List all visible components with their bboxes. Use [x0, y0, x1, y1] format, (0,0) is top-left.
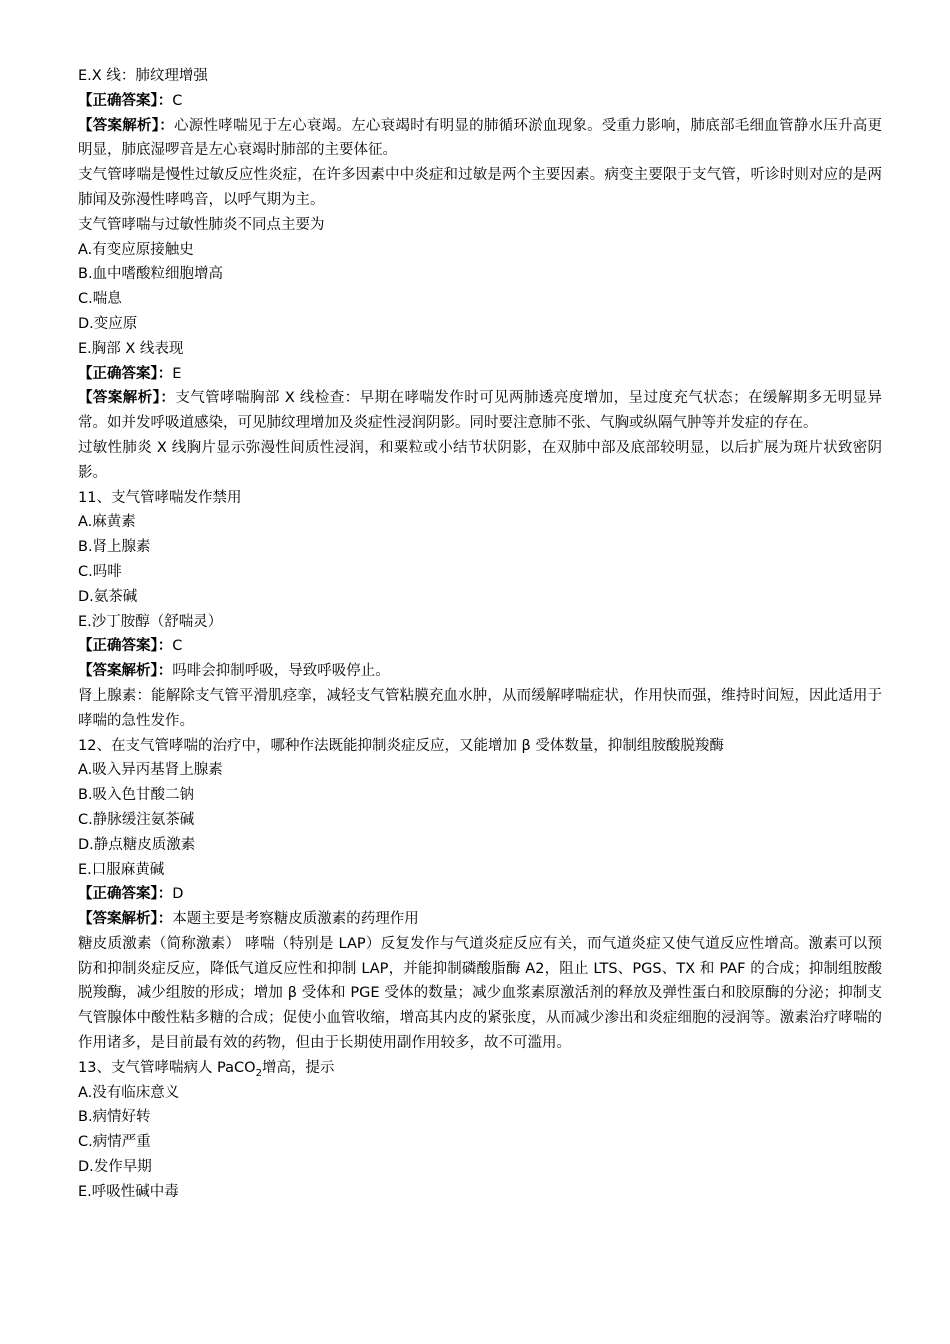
explanation-paragraph: 肾上腺素：能解除支气管平滑肌痉挛，减轻支气管粘膜充血水肿，从而缓解哮喘症状，作用快而强，维持时间短，因此适用于哮喘的急性发作。	[78, 687, 882, 729]
analysis-label: 【答案解析】：	[78, 390, 176, 407]
answer-option: E.口服麻黄碱	[78, 861, 165, 878]
answer-option: D.静点糖皮质激素	[78, 836, 196, 853]
analysis-text: 本题主要是考察糖皮质激素的药理作用	[172, 911, 419, 928]
answer-option: B.吸入色甘酸二钠	[78, 787, 195, 804]
answer-option: A.麻黄素	[78, 514, 136, 531]
answer-option: A.没有临床意义	[78, 1084, 180, 1101]
answer-option: C.吗啡	[78, 563, 122, 580]
answer-option: D.变应原	[78, 315, 138, 332]
question-text-before: 13、支气管哮喘病人 PaCO	[78, 1059, 256, 1076]
explanation-paragraph: 过敏性肺炎 X 线胸片显示弥漫性间质性浸润，和粟粒或小结节状阴影，在双肺中部及底部较明显，以后扩展为斑片状致密阴影。	[78, 439, 882, 481]
analysis-label: 【答案解析】：	[78, 911, 173, 928]
answer-option: C.喘息	[78, 291, 122, 308]
answer-option: D.氨茶碱	[78, 588, 138, 605]
analysis-text: 支气管哮喘胸部 X 线检查：早期在哮喘发作时可见两肺透亮度增加，呈过度充气状态；在缓解期多无明显异常。如并发呼吸道感染，可见肺纹理增加及炎症性浸润阴影。同时要注意肺不张、气胸或纵隔气肿等并发症的存在。	[78, 390, 882, 432]
correct-answer-value: C	[172, 92, 183, 109]
question-stem: 12、在支气管哮喘的治疗中，哪种作法既能抑制炎症反应，又能增加 β 受体数量，抑制组胺酸脱羧酶	[78, 737, 724, 754]
answer-option: E.胸部 X 线表现	[78, 340, 184, 357]
answer-option: E.X 线：肺纹理增强	[78, 68, 208, 84]
answer-option: C.静脉缓注氨茶碱	[78, 811, 195, 828]
correct-answer-label: 【正确答案】：	[78, 365, 173, 382]
answer-analysis-paragraph	[78, 386, 882, 436]
answer-option: D.发作早期	[78, 1159, 152, 1176]
correct-answer-label: 【正确答案】：	[78, 638, 173, 655]
correct-answer-line	[78, 634, 882, 659]
answer-option: A.有变应原接触史	[78, 241, 194, 258]
correct-answer-label: 【正确答案】：	[78, 886, 173, 903]
correct-answer-value: E	[172, 365, 182, 382]
answer-analysis-paragraph	[78, 114, 882, 164]
answer-option: E.沙丁胺醇（舒喘灵）	[78, 613, 223, 630]
question-text-after: 增高，提示	[261, 1059, 335, 1076]
correct-answer-value: C	[172, 638, 183, 655]
answer-option: B.血中嗜酸粒细胞增高	[78, 266, 224, 283]
correct-answer-label: 【正确答案】：	[78, 92, 173, 109]
analysis-label: 【答案解析】：	[78, 117, 175, 134]
answer-option: B.病情好转	[78, 1109, 151, 1126]
subscript-text: 2	[255, 1067, 262, 1079]
analysis-label: 【答案解析】：	[78, 663, 173, 680]
answer-option: E.呼吸性碱中毒	[78, 1183, 179, 1200]
explanation-paragraph: 糖皮质激素（简称激素） 哮喘（特别是 LAP）反复发作与气道炎症反应有关，而气道炎症又使气道反应性增高。激素可以预防和抑制炎症反应，降低气道反应性和抑制 LAP，并能抑制磷酸脂酶 A2，阻止 LTS、PGS、TX 和 PAF 的合成；抑制组胺酸脱羧酶，减少组胺的形成；增加 β 受体和 PGE 受体的数量；减少血浆素原激活剂的释放及弹性蛋白和胶原酶的分泌；抑制支气管腺体中酸性粘多糖的合成；促使小血管收缩，增高其内皮的紧张度，从而减少渗出和炎症细胞的浸润等。激素治疗哮喘的作用诸多，是目前最有效的药物，但由于长期使用副作用较多，故不可滥用。	[78, 935, 882, 1052]
answer-analysis-paragraph	[78, 659, 882, 684]
question-stem: 11、支气管哮喘发作禁用	[78, 489, 242, 506]
explanation-paragraph: 支气管哮喘是慢性过敏反应性炎症，在许多因素中中炎症和过敏是两个主要因素。病变主要限于支气管，听诊时则对应的是两肺闻及弥漫性哮鸣音，以呼气期为主。	[78, 167, 882, 208]
answer-option: C.病情严重	[78, 1134, 151, 1151]
answer-analysis-paragraph	[78, 907, 882, 932]
correct-answer-line	[78, 89, 882, 114]
analysis-text: 心源性哮喘见于左心衰竭。左心衰竭时有明显的肺循环淤血现象。受重力影响，肺底部毛细血管静水压升高更明显，肺底湿啰音是左心衰竭时肺部的主要体征。	[78, 117, 883, 159]
question-stem: 支气管哮喘与过敏性肺炎不同点主要为	[78, 216, 325, 233]
answer-option: A.吸入异丙基肾上腺素	[78, 762, 223, 779]
correct-answer-line	[78, 362, 882, 387]
document-page	[78, 64, 882, 1205]
answer-option: B.肾上腺素	[78, 539, 151, 556]
analysis-text: 吗啡会抑制呼吸，导致呼吸停止。	[172, 663, 390, 680]
correct-answer-line	[78, 882, 882, 907]
correct-answer-value: D	[172, 886, 184, 903]
question-stem	[78, 1056, 882, 1081]
